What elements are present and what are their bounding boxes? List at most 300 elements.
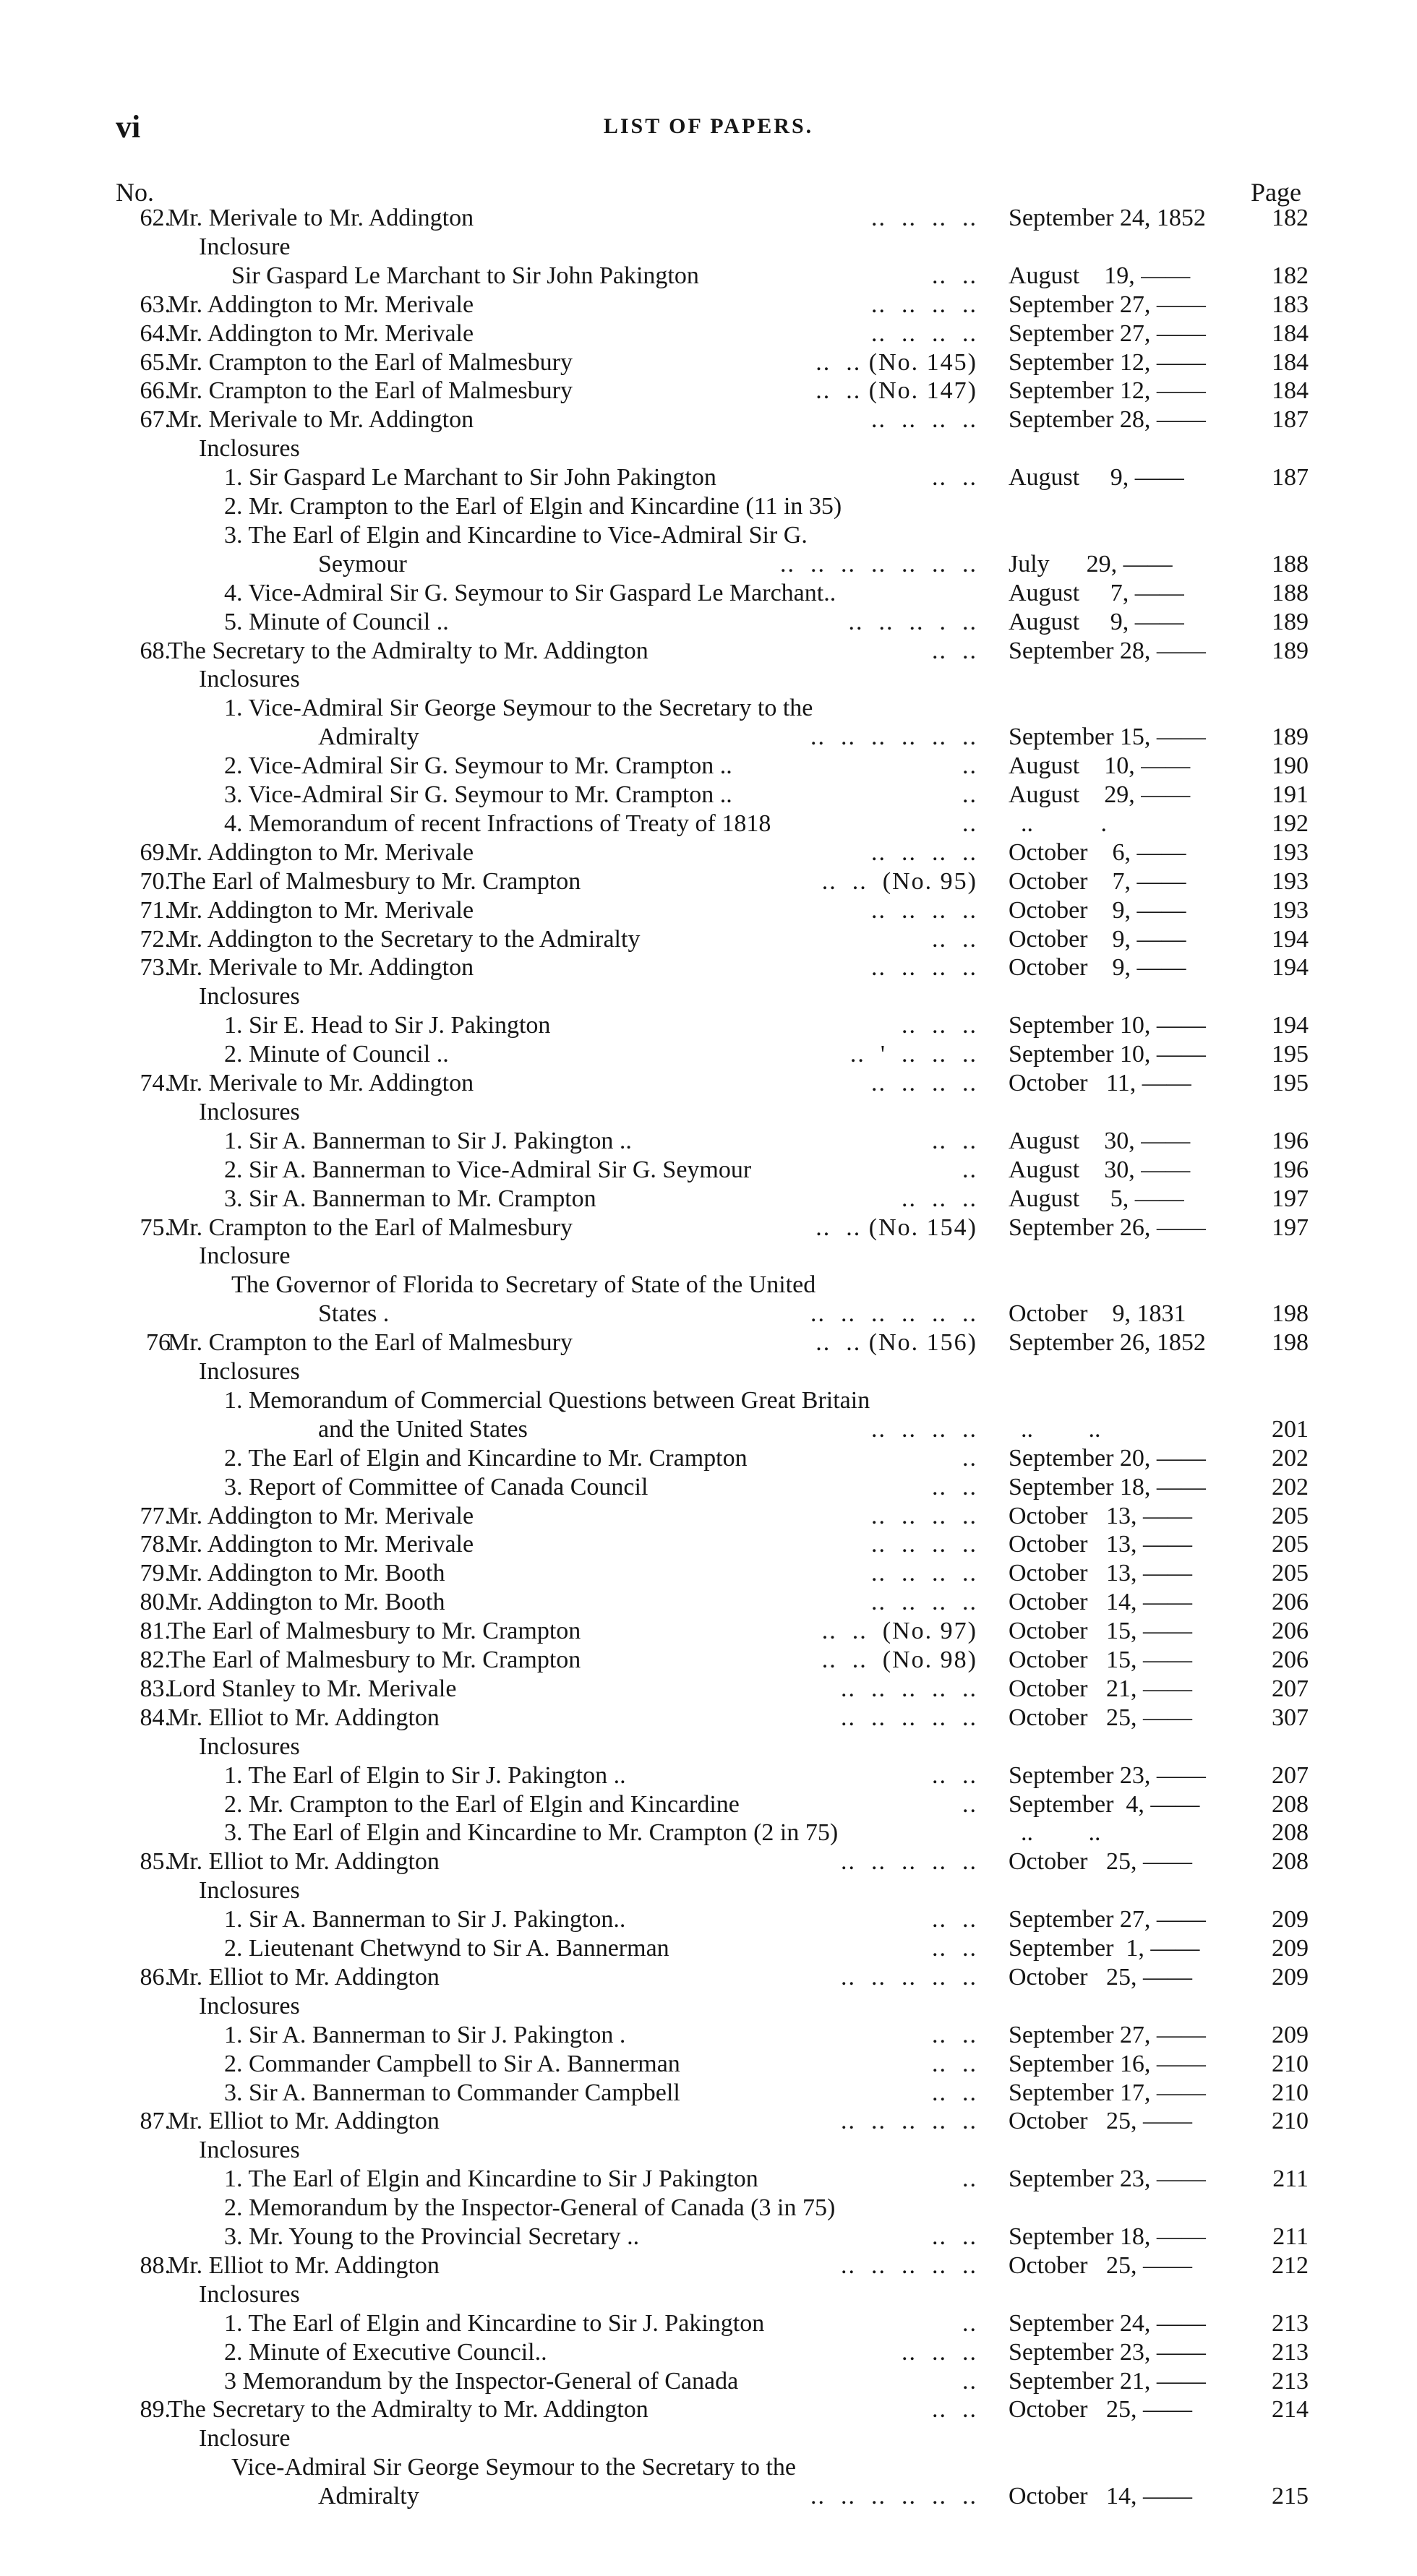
page-number: 209 — [1272, 1935, 1309, 1962]
leader-dots: .. — [962, 2309, 977, 2337]
paper-date: October 25, —— — [1009, 2251, 1193, 2279]
list-item — [0, 434, 1417, 463]
list-item — [0, 608, 1417, 636]
paper-number: 88. — [140, 2251, 171, 2279]
paper-number: 70. — [140, 867, 171, 895]
list-item — [0, 694, 1417, 722]
list-item — [0, 348, 1417, 377]
page-number: 307 — [1272, 1704, 1309, 1731]
list-item — [0, 2223, 1417, 2251]
leader-dots: .. .. .. .. — [871, 1070, 977, 1096]
page-number: 201 — [1272, 1415, 1309, 1443]
page-number: 184 — [1272, 348, 1309, 376]
paper-date: September 18, —— — [1009, 2223, 1206, 2250]
list-item — [0, 2338, 1417, 2366]
paper-number: 81. — [140, 1618, 171, 1645]
leader-dots: .. ' .. .. .. — [849, 1041, 977, 1068]
leader-dots: .. .. — [932, 262, 977, 289]
paper-title: Mr. Addington to Mr. Booth — [168, 1589, 445, 1616]
paper-title: 2. Memorandum by the Inspector-General of Canada (3 in 75) — [224, 2194, 836, 2222]
page-number: 211 — [1272, 2223, 1309, 2250]
paper-title: Mr. Elliot to Mr. Addington — [168, 1704, 440, 1731]
paper-title: 1. Memorandum of Commercial Questions between Great Britain — [224, 1386, 870, 1414]
page-number: 214 — [1272, 2396, 1309, 2423]
inclosure-heading: Inclosures — [199, 1733, 300, 1760]
leader-dots: .. .. — [932, 464, 977, 491]
inclosure-heading: Inclosure — [199, 1242, 291, 1270]
list-item — [0, 291, 1417, 319]
paper-number: 66. — [140, 377, 171, 405]
paper-date: September 18, —— — [1009, 1473, 1206, 1500]
list-item — [0, 2251, 1417, 2280]
leader-dots: .. .. — [932, 1935, 977, 1962]
list-item — [0, 2309, 1417, 2337]
list-item — [0, 810, 1417, 838]
paper-title: 1. The Earl of Elgin to Sir J. Pakington .. — [224, 1761, 626, 1789]
paper-title: Mr. Merivale to Mr. Addington — [168, 205, 474, 231]
leader-dots: .. .. .. — [902, 1185, 977, 1212]
page-number: 206 — [1272, 1618, 1309, 1645]
leader-dots: .. — [962, 752, 977, 780]
leader-dots: .. .. .. .. — [871, 319, 977, 347]
page-number: 189 — [1272, 724, 1309, 751]
paper-number: 86. — [140, 1963, 171, 1991]
leader-dots: .. .. — [932, 1761, 977, 1789]
paper-title: Mr. Elliot to Mr. Addington — [168, 2251, 440, 2279]
leader-dots: .. .. .. .. — [871, 1531, 977, 1558]
page-number: 215 — [1272, 2483, 1309, 2510]
paper-title: 1. Sir A. Bannerman to Sir J. Pakington .. — [224, 1127, 632, 1154]
paper-date: August 7, —— — [1009, 579, 1184, 606]
paper-title: 1. Sir E. Head to Sir J. Pakington — [224, 1012, 551, 1039]
inclosure-heading: Inclosures — [199, 1877, 300, 1905]
paper-title: Mr. Addington to Mr. Merivale — [168, 1531, 474, 1558]
paper-date: October 15, —— — [1009, 1618, 1193, 1645]
leader-dots: .. .. — [932, 2223, 977, 2250]
page-number: 198 — [1272, 1329, 1309, 1357]
list-item — [0, 637, 1417, 665]
paper-date: October 13, —— — [1009, 1560, 1193, 1587]
list-item — [0, 204, 1417, 232]
paper-title: Mr. Addington to Mr. Booth — [168, 1560, 445, 1587]
list-item — [0, 1473, 1417, 1501]
paper-title: Mr. Merivale to Mr. Addington — [168, 954, 474, 982]
list-item — [0, 1617, 1417, 1645]
paper-title: 2. Mr. Crampton to the Earl of Elgin and Kincardine — [224, 1790, 740, 1818]
paper-date: October 25, —— — [1009, 1704, 1193, 1731]
list-item — [0, 1992, 1417, 2020]
leader-dots: .. .. — [932, 1127, 977, 1154]
paper-date: October 25, —— — [1009, 1848, 1193, 1876]
page-number: 208 — [1272, 1848, 1309, 1876]
list-item — [0, 262, 1417, 290]
list-item — [0, 723, 1417, 751]
paper-date: September 23, —— — [1009, 2338, 1206, 2366]
paper-date: October 13, —— — [1009, 1531, 1193, 1558]
paper-number: 79. — [140, 1560, 171, 1587]
page-numeral: vi — [116, 109, 141, 145]
page-number: 202 — [1272, 1473, 1309, 1500]
leader-dots: .. — [962, 1444, 977, 1472]
list-item — [0, 1328, 1417, 1357]
page-number: 210 — [1272, 2079, 1309, 2106]
leader-dots: .. .. — [932, 2050, 977, 2077]
list-item — [0, 2107, 1417, 2135]
page-number: 192 — [1272, 810, 1309, 837]
paper-number: 65. — [140, 348, 171, 376]
leader-dots: .. — [962, 781, 977, 808]
list-item — [0, 1790, 1417, 1819]
page-number: 194 — [1272, 954, 1309, 982]
page-number: 194 — [1272, 1012, 1309, 1039]
leader-dots: .. .. .. .. .. — [841, 2251, 977, 2279]
column-header-no: No. — [116, 178, 154, 207]
leader-dots: .. .. .. .. — [871, 291, 977, 318]
paper-title: Mr. Merivale to Mr. Addington — [168, 406, 474, 434]
list-item — [0, 1588, 1417, 1616]
paper-date: September 17, —— — [1009, 2079, 1206, 2106]
leader-dots: .. .. .. .. — [871, 1415, 977, 1443]
list-item — [0, 1675, 1417, 1703]
list-item — [0, 838, 1417, 867]
leader-dots: .. .. .. .. — [871, 1560, 977, 1587]
list-item — [0, 1819, 1417, 1847]
paper-title: Admiralty — [318, 2483, 419, 2510]
list-item — [0, 1185, 1417, 1213]
leader-dots: .. .. (No. 97) — [821, 1618, 977, 1645]
paper-number: 89. — [140, 2396, 171, 2423]
paper-date: September 27, —— — [1009, 319, 1206, 347]
paper-title: Lord Stanley to Mr. Merivale — [168, 1675, 457, 1702]
list-item — [0, 319, 1417, 348]
paper-date: September 10, —— — [1009, 1012, 1206, 1039]
leader-dots: .. .. (No. 95) — [821, 867, 977, 895]
paper-date: August 10, —— — [1009, 752, 1191, 780]
paper-title: The Earl of Malmesbury to Mr. Crampton — [168, 1618, 581, 1645]
leader-dots: .. .. (No. 156) — [815, 1329, 977, 1357]
page-number: 205 — [1272, 1560, 1309, 1587]
list-item — [0, 1415, 1417, 1443]
leader-dots: .. .. .. .. .. .. — [810, 2483, 977, 2510]
list-item — [0, 492, 1417, 520]
paper-title: 3. Vice-Admiral Sir G. Seymour to Mr. Crampton .. — [224, 781, 732, 808]
list-item — [0, 1761, 1417, 1790]
paper-date: August 9, —— — [1009, 464, 1184, 491]
paper-number: 85. — [140, 1848, 171, 1876]
paper-title: 2. The Earl of Elgin and Kincardine to Mr. Crampton — [224, 1444, 748, 1472]
list-item — [0, 2395, 1417, 2423]
paper-title: Sir Gaspard Le Marchant to Sir John Pakington — [231, 262, 699, 289]
paper-title: and the United States — [318, 1415, 528, 1443]
page-number: 193 — [1272, 838, 1309, 866]
page-number: 187 — [1272, 464, 1309, 491]
page-number: 188 — [1272, 550, 1309, 578]
paper-date: October 9, —— — [1009, 896, 1186, 924]
page-number: 189 — [1272, 608, 1309, 635]
leader-dots: .. .. .. .. — [871, 1589, 977, 1616]
paper-title: Mr. Elliot to Mr. Addington — [168, 2108, 440, 2135]
paper-title: 3 Memorandum by the Inspector-General of Canada — [224, 2367, 739, 2395]
list-item — [0, 1386, 1417, 1414]
paper-title: 3. Sir A. Bannerman to Commander Campbell — [224, 2079, 680, 2106]
paper-date: October 7, —— — [1009, 867, 1186, 895]
paper-date: October 9, —— — [1009, 954, 1186, 982]
paper-title: The Earl of Malmesbury to Mr. Crampton — [168, 867, 581, 895]
paper-date: September 28, —— — [1009, 406, 1206, 434]
list-item — [0, 1934, 1417, 1962]
list-item — [0, 1357, 1417, 1386]
paper-date: September 26, 1852 — [1009, 1329, 1206, 1357]
paper-date: .. . — [1009, 810, 1107, 837]
paper-title: 3. Report of Committee of Canada Council — [224, 1473, 648, 1500]
paper-date: October 6, —— — [1009, 838, 1186, 866]
page-number: 182 — [1272, 205, 1309, 231]
paper-title: Mr. Addington to Mr. Merivale — [168, 291, 474, 318]
paper-title: 1. Vice-Admiral Sir George Seymour to the Secretary to the — [224, 695, 813, 722]
paper-title: The Secretary to the Admiralty to Mr. Addington — [168, 637, 648, 664]
list-item — [0, 2050, 1417, 2078]
paper-number: 78. — [140, 1531, 171, 1558]
list-item — [0, 925, 1417, 953]
page-number: 210 — [1272, 2108, 1309, 2135]
leader-dots: .. .. — [932, 1906, 977, 1933]
page-number: 184 — [1272, 319, 1309, 347]
paper-title: 3. The Earl of Elgin and Kincardine to Vice-Admiral Sir G. — [224, 521, 808, 549]
paper-title: 1. Sir A. Bannerman to Sir J. Pakington . — [224, 2021, 626, 2048]
list-item — [0, 1502, 1417, 1530]
paper-number: 68. — [140, 637, 171, 664]
page-number: 208 — [1272, 1819, 1309, 1847]
page-number: 190 — [1272, 752, 1309, 780]
paper-title: Mr. Addington to Mr. Merivale — [168, 319, 474, 347]
leader-dots: .. .. (No. 98) — [821, 1647, 977, 1673]
paper-title: 1. Sir A. Bannerman to Sir J. Pakington.. — [224, 1906, 626, 1933]
paper-date: August 30, —— — [1009, 1127, 1191, 1154]
page-number: 193 — [1272, 867, 1309, 895]
paper-number: 69. — [140, 838, 171, 866]
paper-title: The Secretary to the Admiralty to Mr. Addington — [168, 2396, 648, 2423]
list-item — [0, 1214, 1417, 1242]
paper-date: September 12, —— — [1009, 348, 1206, 376]
paper-date: September 21, —— — [1009, 2367, 1206, 2395]
paper-date: October 13, —— — [1009, 1502, 1193, 1529]
list-item — [0, 2136, 1417, 2164]
paper-title: Mr. Elliot to Mr. Addington — [168, 1848, 440, 1876]
page-number: 211 — [1272, 2165, 1309, 2193]
inclosure-heading: Inclosures — [199, 1098, 300, 1125]
list-item — [0, 1559, 1417, 1587]
paper-title: 2. Minute of Council .. — [224, 1041, 449, 1068]
page-number: 189 — [1272, 637, 1309, 664]
leader-dots: .. .. .. .. .. — [841, 1675, 977, 1702]
paper-title: Mr. Addington to Mr. Merivale — [168, 1502, 474, 1529]
paper-title: Vice-Admiral Sir George Seymour to the Secretary to the — [231, 2454, 796, 2481]
paper-number: 73. — [140, 954, 171, 982]
leader-dots: .. .. .. .. .. — [841, 2108, 977, 2135]
list-item — [0, 2194, 1417, 2222]
paper-date: September 15, —— — [1009, 724, 1206, 751]
paper-date: September 27, —— — [1009, 291, 1206, 318]
paper-date: September 23, —— — [1009, 2165, 1206, 2193]
paper-number: 87. — [140, 2108, 171, 2135]
list-item — [0, 953, 1417, 982]
paper-date: September 23, —— — [1009, 1761, 1206, 1789]
list-item — [0, 1963, 1417, 1991]
paper-title: 2. Mr. Crampton to the Earl of Elgin and Kincardine (11 in 35) — [224, 493, 842, 520]
list-item — [0, 579, 1417, 607]
paper-title: 1. The Earl of Elgin and Kincardine to Sir J Pakington — [224, 2165, 758, 2193]
list-item — [0, 1040, 1417, 1068]
list-item — [0, 2453, 1417, 2481]
leader-dots: .. .. — [932, 1473, 977, 1500]
inclosure-heading: Inclosures — [199, 1358, 300, 1385]
paper-title: Mr. Addington to Mr. Merivale — [168, 896, 474, 924]
leader-dots: .. .. (No. 145) — [815, 348, 977, 376]
leader-dots: .. .. — [932, 2021, 977, 2048]
inclosure-heading: Inclosure — [199, 233, 291, 260]
list-item — [0, 2165, 1417, 2193]
paper-title: Seymour — [318, 550, 407, 578]
paper-date: August 9, —— — [1009, 608, 1184, 635]
paper-title: Mr. Addington to Mr. Merivale — [168, 838, 474, 866]
leader-dots: .. .. .. .. — [871, 896, 977, 924]
page-number: 210 — [1272, 2050, 1309, 2077]
inclosure-heading: Inclosures — [199, 435, 300, 463]
paper-date: August 29, —— — [1009, 781, 1191, 808]
paper-date: .. .. — [1009, 1415, 1101, 1443]
paper-date: September 24, 1852 — [1009, 205, 1206, 231]
page-number: 202 — [1272, 1444, 1309, 1472]
paper-title: Mr. Crampton to the Earl of Malmesbury — [168, 348, 573, 376]
list-item — [0, 1156, 1417, 1184]
paper-date: October 21, —— — [1009, 1675, 1193, 1702]
paper-date: .. .. — [1009, 1819, 1101, 1847]
paper-title: 1. The Earl of Elgin and Kincardine to Sir J. Pakington — [224, 2309, 765, 2337]
leader-dots: .. .. (No. 154) — [815, 1214, 977, 1241]
paper-date: September 10, —— — [1009, 1041, 1206, 1068]
paper-number: 83. — [140, 1675, 171, 1702]
page-number: 197 — [1272, 1185, 1309, 1212]
inclosure-heading: Inclosures — [199, 983, 300, 1010]
list-item — [0, 1646, 1417, 1674]
paper-title: Mr. Crampton to the Earl of Malmesbury — [168, 1329, 573, 1357]
page-number: 213 — [1272, 2309, 1309, 2337]
paper-number: 74. — [140, 1070, 171, 1096]
paper-title: Mr. Merivale to Mr. Addington — [168, 1070, 474, 1096]
paper-date: September 12, —— — [1009, 377, 1206, 405]
page-number: 183 — [1272, 291, 1309, 318]
list-item — [0, 2424, 1417, 2452]
paper-title: Admiralty — [318, 724, 419, 751]
page-number: 207 — [1272, 1761, 1309, 1789]
paper-number: 82. — [140, 1647, 171, 1673]
leader-dots: .. — [962, 2367, 977, 2395]
list-item — [0, 377, 1417, 405]
column-header-page: Page — [1251, 178, 1301, 207]
paper-title: 2. Vice-Admiral Sir G. Seymour to Mr. Crampton .. — [224, 752, 732, 780]
paper-number: 72. — [140, 925, 171, 953]
paper-number: 67. — [140, 406, 171, 434]
paper-date: October 15, —— — [1009, 1647, 1193, 1673]
paper-title: The Governor of Florida to Secretary of State of the United — [231, 1271, 816, 1299]
paper-date: October 14, —— — [1009, 1589, 1193, 1616]
list-item — [0, 2079, 1417, 2107]
paper-number: 77. — [140, 1502, 171, 1529]
paper-title: 2. Lieutenant Chetwynd to Sir A. Bannerman — [224, 1935, 669, 1962]
paper-date: August 30, —— — [1009, 1156, 1191, 1183]
list-item — [0, 1876, 1417, 1905]
inclosure-heading: Inclosure — [199, 2425, 291, 2452]
paper-date: August 5, —— — [1009, 1185, 1184, 1212]
leader-dots: .. .. — [932, 637, 977, 664]
paper-date: September 20, —— — [1009, 1444, 1206, 1472]
leader-dots: .. .. .. .. .. .. .. — [780, 550, 977, 578]
page-number: 209 — [1272, 1906, 1309, 1933]
leader-dots: .. — [962, 810, 977, 837]
paper-title: 2. Sir A. Bannerman to Vice-Admiral Sir G. Seymour — [224, 1156, 752, 1183]
page-number: 195 — [1272, 1070, 1309, 1096]
leader-dots: .. .. .. .. .. .. — [810, 724, 977, 751]
page-number: 194 — [1272, 925, 1309, 953]
paper-number: 71. — [140, 896, 171, 924]
leader-dots: .. .. .. .. — [871, 205, 977, 231]
paper-title: 3. Sir A. Bannerman to Mr. Crampton — [224, 1185, 596, 1212]
list-item — [0, 1905, 1417, 1933]
paper-title: Mr. Addington to the Secretary to the Admiralty — [168, 925, 641, 953]
page-title: LIST OF PAPERS. — [603, 114, 814, 138]
paper-title: States . — [318, 1300, 390, 1328]
leader-dots: .. .. — [932, 925, 977, 953]
paper-title: 3. The Earl of Elgin and Kincardine to Mr. Crampton (2 in 75) — [224, 1819, 839, 1847]
leader-dots: .. .. .. — [902, 2338, 977, 2366]
leader-dots: .. .. .. .. — [871, 838, 977, 866]
paper-number: 76 — [146, 1329, 171, 1357]
page-number: 196 — [1272, 1156, 1309, 1183]
list-item — [0, 982, 1417, 1010]
leader-dots: .. .. .. .. .. — [841, 1848, 977, 1876]
page-number: 184 — [1272, 377, 1309, 405]
list-item — [0, 781, 1417, 809]
paper-date: October 9, —— — [1009, 925, 1186, 953]
leader-dots: .. .. .. .. — [871, 1502, 977, 1529]
paper-number: 75. — [140, 1214, 171, 1241]
paper-date: October 14, —— — [1009, 2483, 1193, 2510]
page-number: 196 — [1272, 1127, 1309, 1154]
list-item — [0, 1011, 1417, 1039]
page-number: 195 — [1272, 1041, 1309, 1068]
paper-date: August 19, —— — [1009, 262, 1191, 289]
paper-date: October 25, —— — [1009, 2396, 1193, 2423]
leader-dots: .. .. .. .. — [871, 406, 977, 434]
leader-dots: .. — [962, 2165, 977, 2193]
paper-title: 2. Commander Campbell to Sir A. Bannerman — [224, 2050, 680, 2077]
list-item — [0, 1444, 1417, 1472]
page-number: 212 — [1272, 2251, 1309, 2279]
leader-dots: .. .. .. . .. — [848, 608, 977, 635]
leader-dots: .. — [962, 1790, 977, 1818]
inclosure-heading: Inclosures — [199, 666, 300, 693]
paper-date: October 25, —— — [1009, 1963, 1193, 1991]
paper-date: July 29, —— — [1009, 550, 1173, 578]
paper-date: October 25, —— — [1009, 2108, 1193, 2135]
inclosure-heading: Inclosures — [199, 1992, 300, 2019]
paper-title: 4. Memorandum of recent Infractions of Treaty of 1818 — [224, 810, 771, 837]
page-number: 191 — [1272, 781, 1309, 808]
paper-title: 5. Minute of Council .. — [224, 608, 449, 635]
page-number: 209 — [1272, 2021, 1309, 2048]
paper-number: 80. — [140, 1589, 171, 1616]
paper-title: The Earl of Malmesbury to Mr. Crampton — [168, 1647, 581, 1673]
